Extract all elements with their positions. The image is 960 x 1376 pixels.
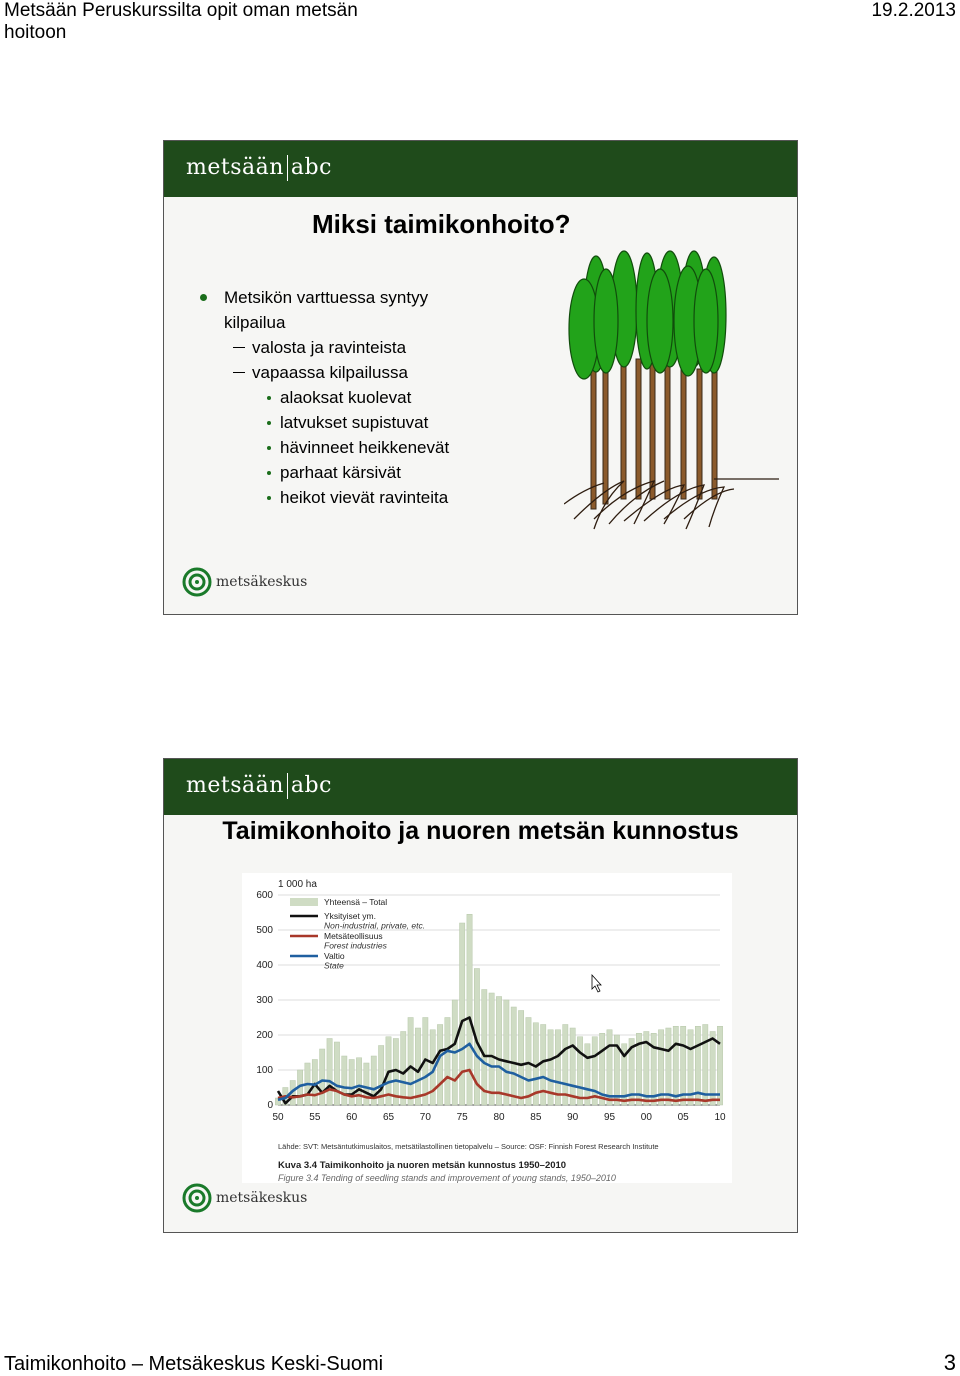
x-tick-label: 60 [346,1112,358,1123]
bar-total [541,1025,546,1106]
slide-2 [163,758,798,1233]
bar-total [342,1056,347,1105]
bar-total [489,993,494,1105]
bar-total [673,1026,678,1105]
chart-caption-fi: Kuva 3.4 Taimikonhoito ja nuoren metsän kunnostus 1950–2010 [278,1160,567,1171]
metsakeskus-logo-text: metsäkeskus [216,574,308,590]
metsakeskus-logo-icon [182,1183,212,1213]
x-tick-label: 10 [714,1112,726,1123]
y-tick-label: 300 [256,995,273,1006]
chart-svg [242,873,732,1183]
bar-total [526,1018,531,1106]
y-tick-label: 200 [256,1030,273,1041]
x-tick-label: 95 [603,1112,616,1123]
chart-caption-en: Figure 3.4 Tending of seedling stands and improvement of young stands, 1950–2010 [278,1173,616,1183]
footer-text: Taimikonhoito – Metsäkeskus Keski-Suomi [4,1353,384,1375]
legend-label-en: Non-industrial, private, etc. [324,920,426,931]
x-tick-label: 70 [419,1112,431,1123]
x-tick-label: 75 [456,1112,468,1123]
x-tick-label: 50 [272,1112,284,1123]
bar-total [334,1042,339,1105]
bullet-main: Metsikön varttuessa syntyy kilpailua [200,285,484,335]
slide-header-bar [164,141,797,197]
document-header-title: Metsään Peruskurssilta opit oman metsän hoitoon [4,0,358,43]
x-tick-label: 55 [309,1112,321,1123]
sub-bullet: latvukset supistuvat [200,410,484,435]
dash-item: valosta ja ravinteista [200,335,484,360]
legend-label-en: Forest industries [324,940,387,951]
bar-total [327,1039,332,1106]
slide-title: Miksi taimikonhoito? [312,209,571,239]
dash-item: vapaassa kilpailussa [200,360,484,385]
metsaan-abc-logo: metsään abc [186,155,332,180]
bar-total [681,1026,686,1105]
x-tick-label: 85 [530,1112,542,1123]
y-tick-label: 500 [256,925,273,936]
bar-total [511,1007,516,1105]
legend-label-en: State [324,960,344,971]
x-tick-label: 05 [677,1112,689,1123]
bar-total [356,1058,361,1105]
sub-bullet: hävinneet heikkenevät [200,435,484,460]
x-tick-label: 00 [640,1112,652,1123]
slide-1 [163,140,798,615]
bullet-list [200,285,484,510]
document-header-date: 19.2.2013 [871,0,956,21]
metsakeskus-logo-text: metsäkeskus [216,1190,308,1206]
slide-header-bar [164,759,797,815]
metsaan-abc-logo: metsään abc [186,773,332,798]
y-tick-label: 600 [256,890,273,901]
bar-total [570,1028,575,1105]
x-tick-label: 90 [567,1112,579,1123]
bar-total [607,1030,612,1105]
bar-total [518,1011,523,1106]
bar-total [460,923,465,1105]
cursor-arrow-icon [592,975,601,992]
bar-total [445,1018,450,1106]
tree-illustration [564,249,794,539]
legend-label: Valtio [324,951,345,961]
y-tick-label: 100 [256,1065,273,1076]
bar-total [467,914,472,1105]
bar-total [592,1037,597,1105]
x-tick-label: 80 [493,1112,505,1123]
bar-total [585,1044,590,1105]
bar-total [349,1060,354,1106]
y-unit-label: 1 000 ha [278,879,317,890]
bar-total [651,1033,656,1105]
chart-source: Lähde: SVT: Metsäntutkimuslaitos, metsätilastollinen tietopalvelu – Source: OSF: Finnish Forest Research Institute [278,1142,659,1151]
slide-title: Taimikonhoito ja nuoren metsän kunnostus [222,817,739,845]
bar-total [504,1000,509,1105]
x-tick-label: 65 [382,1112,395,1123]
sub-bullet: heikot vievät ravinteita [200,485,484,510]
bar-total [320,1049,325,1105]
legend-label: Yhteensä – Total [324,897,388,907]
bar-total [496,997,501,1106]
metsakeskus-logo-icon [182,567,212,597]
y-tick-label: 0 [267,1100,273,1111]
page-number: 3 [943,1350,956,1375]
bar-total [563,1025,568,1106]
bar-total [717,1026,722,1105]
y-tick-label: 400 [256,960,273,971]
sub-bullet: parhaat kärsivät [200,460,484,485]
legend-label: Yksityiset ym. [324,911,376,921]
legend-swatch [290,898,318,906]
legend-label: Metsäteollisuus [324,931,383,941]
bar-total [401,1032,406,1106]
bar-total [577,1037,582,1105]
bar-total [408,1018,413,1106]
bar-total [437,1025,442,1106]
chart-figure [242,873,732,1183]
sub-bullet: alaoksat kuolevat [200,385,484,410]
